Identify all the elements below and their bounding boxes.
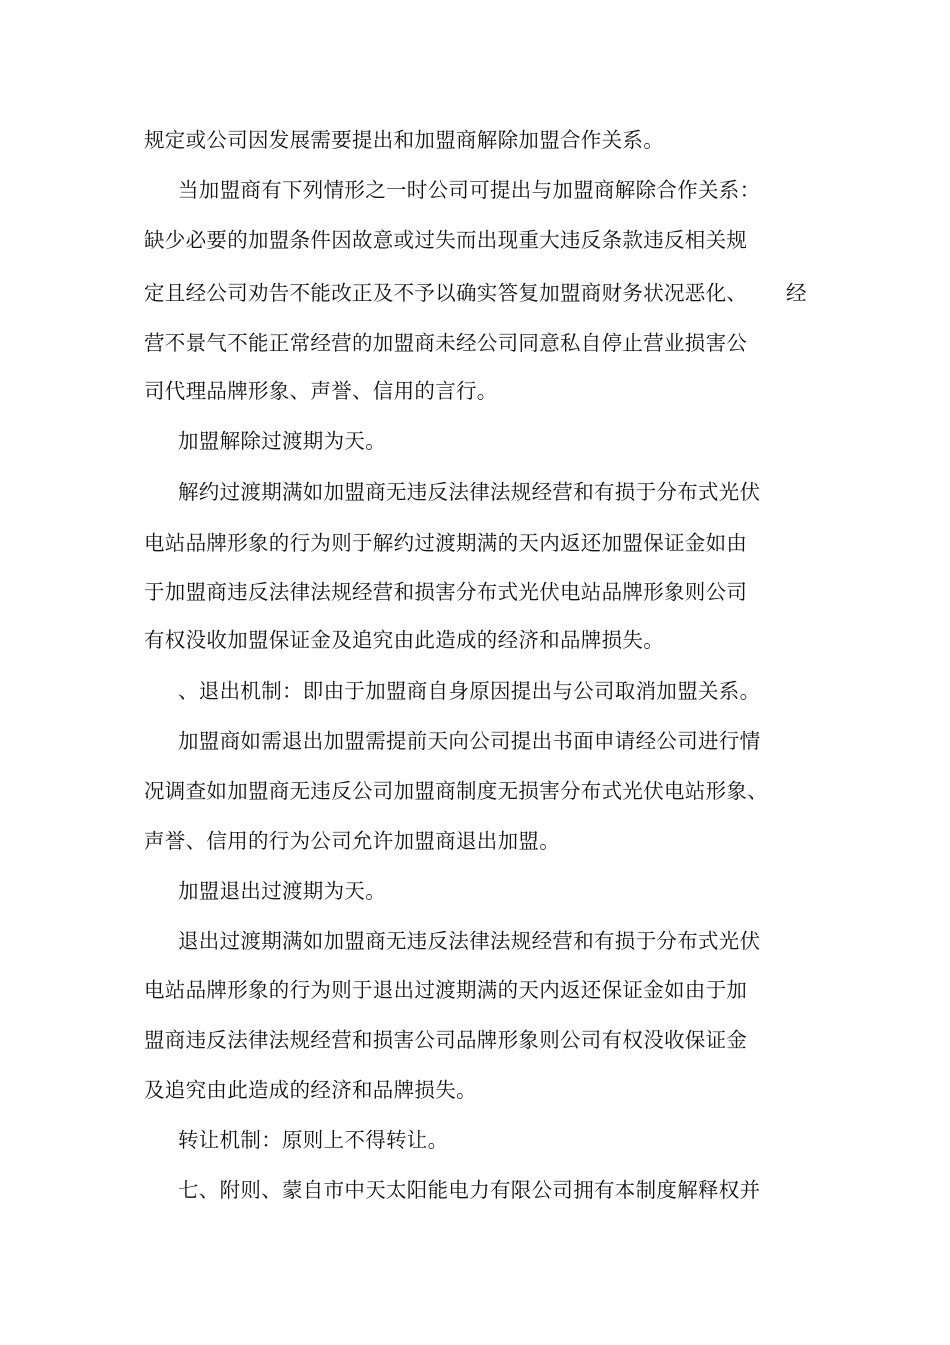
text-line: 于加盟商违反法律法规经营和损害分布式光伏电站品牌形象则公司 (144, 580, 748, 604)
text-line: 缺少必要的加盟条件因故意或过失而出现重大违反条款违反相关规 (144, 228, 748, 252)
text-line: 电站品牌形象的行为则于退出过渡期满的天内返还保证金如由于加 (144, 978, 748, 1002)
text-line: 定且经公司劝告不能改正及不予以确实答复加盟商财务状况恶化、 (144, 281, 748, 305)
text-line: 加盟解除过渡期为天。 (178, 429, 386, 453)
text-line: 当加盟商有下列情形之一时公司可提出与加盟商解除合作关系： (178, 178, 761, 202)
text-line: 七、附则、蒙自市中天太阳能电力有限公司拥有本制度解释权并 (178, 1178, 761, 1202)
text-line: 电站品牌形象的行为则于解约过渡期满的天内返还加盟保证金如由 (144, 531, 748, 555)
text-line: 转让机制：原则上不得转让。 (178, 1128, 449, 1152)
text-line: 经 (786, 281, 807, 305)
text-line: 退出过渡期满如加盟商无违反法律法规经营和有损于分布式光伏 (178, 929, 761, 953)
text-line: 况调查如加盟商无违反公司加盟商制度无损害分布式光伏电站形象、 (144, 779, 768, 803)
text-line: 司代理品牌形象、声誉、信用的言行。 (144, 379, 498, 403)
text-line: 盟商违反法律法规经营和损害公司品牌形象则公司有权没收保证金 (144, 1028, 748, 1052)
text-line: 声誉、信用的行为公司允许加盟商退出加盟。 (144, 829, 560, 853)
text-line: 、退出机制：即由于加盟商自身原因提出与公司取消加盟关系。 (178, 679, 761, 703)
text-line: 有权没收加盟保证金及追究由此造成的经济和品牌损失。 (144, 628, 664, 652)
text-line: 及追究由此造成的经济和品牌损失。 (144, 1078, 477, 1102)
text-line: 规定或公司因发展需要提出和加盟商解除加盟合作关系。 (144, 128, 664, 152)
text-line: 加盟商如需退出加盟需提前天向公司提出书面申请经公司进行情 (178, 729, 761, 753)
text-line: 营不景气不能正常经营的加盟商未经公司同意私自停止营业损害公 (144, 331, 748, 355)
text-line: 加盟退出过渡期为天。 (178, 879, 386, 903)
text-line: 解约过渡期满如加盟商无违反法律法规经营和有损于分布式光伏 (178, 480, 761, 504)
